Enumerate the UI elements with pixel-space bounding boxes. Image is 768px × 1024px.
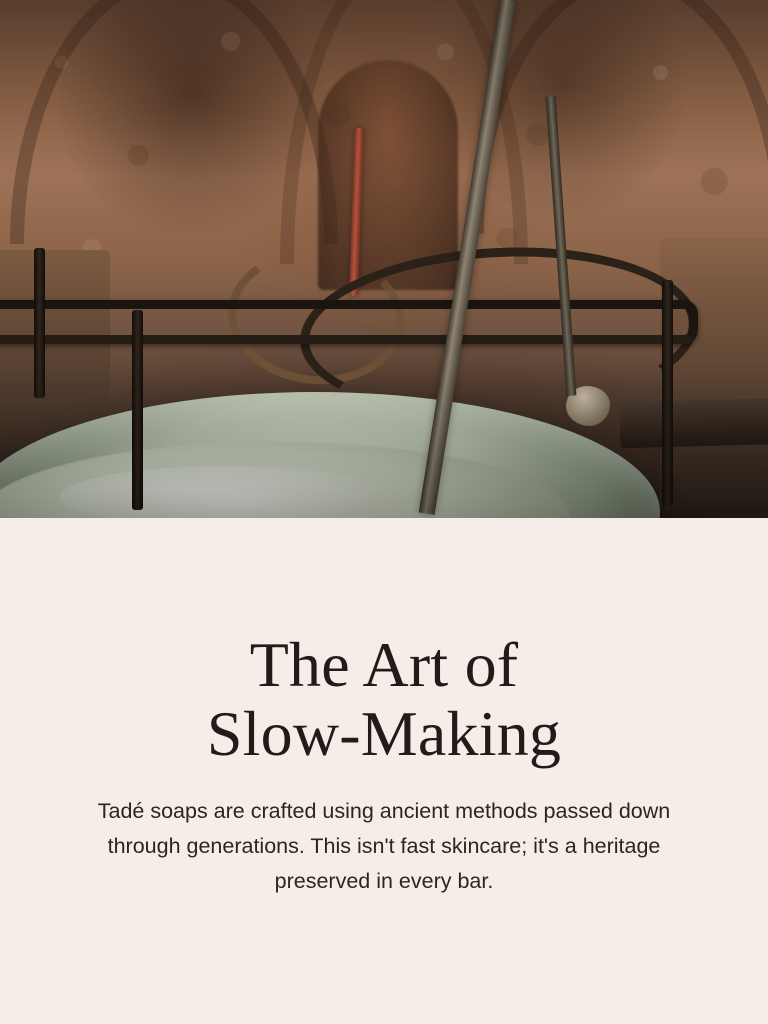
body-paragraph: Tadé soaps are crafted using ancient methods passed down through generations. This isn't fast skincare; it's a heritage preserved in every bar. — [97, 799, 671, 893]
stone-slab — [619, 398, 768, 448]
stone-ledge-right — [660, 238, 768, 508]
page-title — [64, 630, 704, 768]
rail-post-left — [34, 248, 45, 398]
rail-post-center — [132, 310, 143, 510]
text-section — [0, 518, 768, 1024]
headline-line-2: Slow-Making — [206, 698, 562, 770]
headline-line-1: The Art of — [249, 629, 519, 700]
metal-rail — [0, 300, 698, 344]
rail-post-right — [662, 280, 673, 506]
